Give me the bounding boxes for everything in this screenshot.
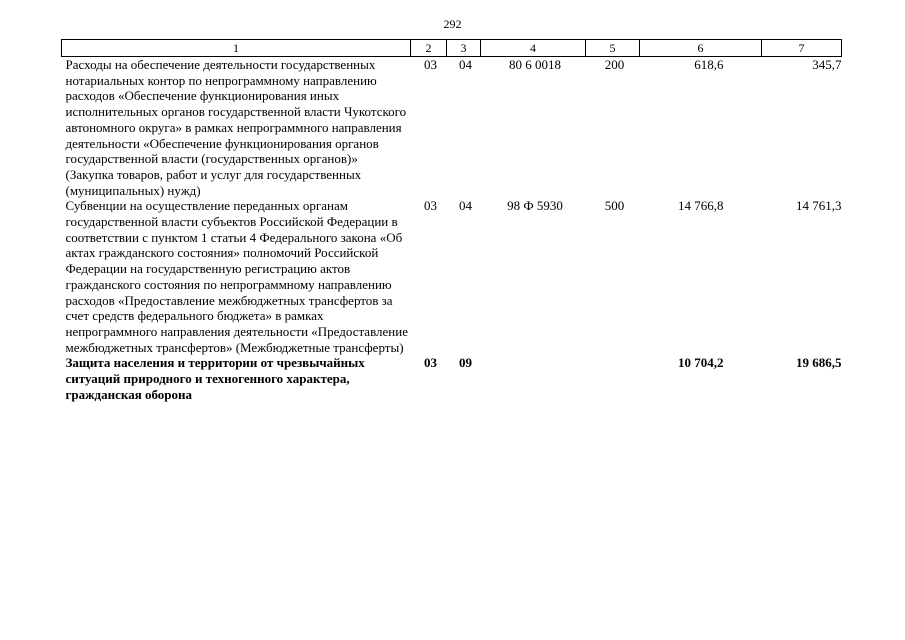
row-subsection: 04 <box>459 198 472 214</box>
table-row <box>62 57 842 199</box>
row-target-code: 80 6 0018 <box>509 57 561 72</box>
row-amount-1: 14 766,8 <box>678 198 724 214</box>
row-expense-type <box>586 355 640 402</box>
row-description: Защита населения и территории от чрезвычайных ситуаций природного и техногенного характера, гражданская оборона <box>65 355 365 402</box>
header-col-1: 1 <box>62 40 411 57</box>
row-section: 03 <box>424 57 437 72</box>
header-col-4: 4 <box>481 40 586 57</box>
row-amount-2: 19 686,5 <box>796 355 842 371</box>
row-expense-type: 500 <box>604 198 625 214</box>
header-col-6: 6 <box>640 40 762 57</box>
table-row <box>62 198 842 355</box>
row-description: Субвенции на осуществление переданных органам государственной власти субъектов Российской Федерации в соответствии с пунктом 1 статьи 4 Федерального закона «Об актах гражданского состояния» полномочий Российской Федерации на государственную регистрацию актов гражданского состояния по непрограммному направлению расходов «Предоставление межбюджетных трансфертов за счет средств федерального бюджета» в рамках непрограммного направления деятельности «Предоставление межбюджетных трансфертов» (Межбюджетные трансферты) <box>65 198 408 355</box>
header-col-2: 2 <box>411 40 447 57</box>
row-section: 03 <box>424 355 437 371</box>
row-subsection: 04 <box>459 57 472 72</box>
row-subsection: 09 <box>459 355 472 371</box>
row-amount-1: 10 704,2 <box>678 355 724 371</box>
row-target-code <box>481 355 586 402</box>
row-amount-1: 618,6 <box>694 57 724 72</box>
header-col-7: 7 <box>762 40 842 57</box>
row-amount-2: 14 761,3 <box>796 198 842 214</box>
row-expense-type: 200 <box>604 57 625 72</box>
header-row <box>62 40 842 57</box>
row-amount-2: 345,7 <box>812 57 842 72</box>
row-description: Расходы на обеспечение деятельности государственных нотариальных контор по непрограммному направлению расходов «Обеспечение функционирования иных исполнительных органов государственной власти Чукотского автономного округа» в рамках непрограммного направления деятельности «Обеспечение функционирования органов государственной власти (государственных органов)» (Закупка товаров, работ и услуг для государственных (муниципальных) нужд) <box>65 57 407 198</box>
row-target-code: 98 Ф 5930 <box>507 198 563 214</box>
table-row <box>62 355 842 402</box>
budget-table <box>61 39 842 402</box>
page-number: 292 <box>443 17 462 31</box>
row-section: 03 <box>424 198 437 214</box>
header-col-5: 5 <box>586 40 640 57</box>
header-col-3: 3 <box>447 40 481 57</box>
